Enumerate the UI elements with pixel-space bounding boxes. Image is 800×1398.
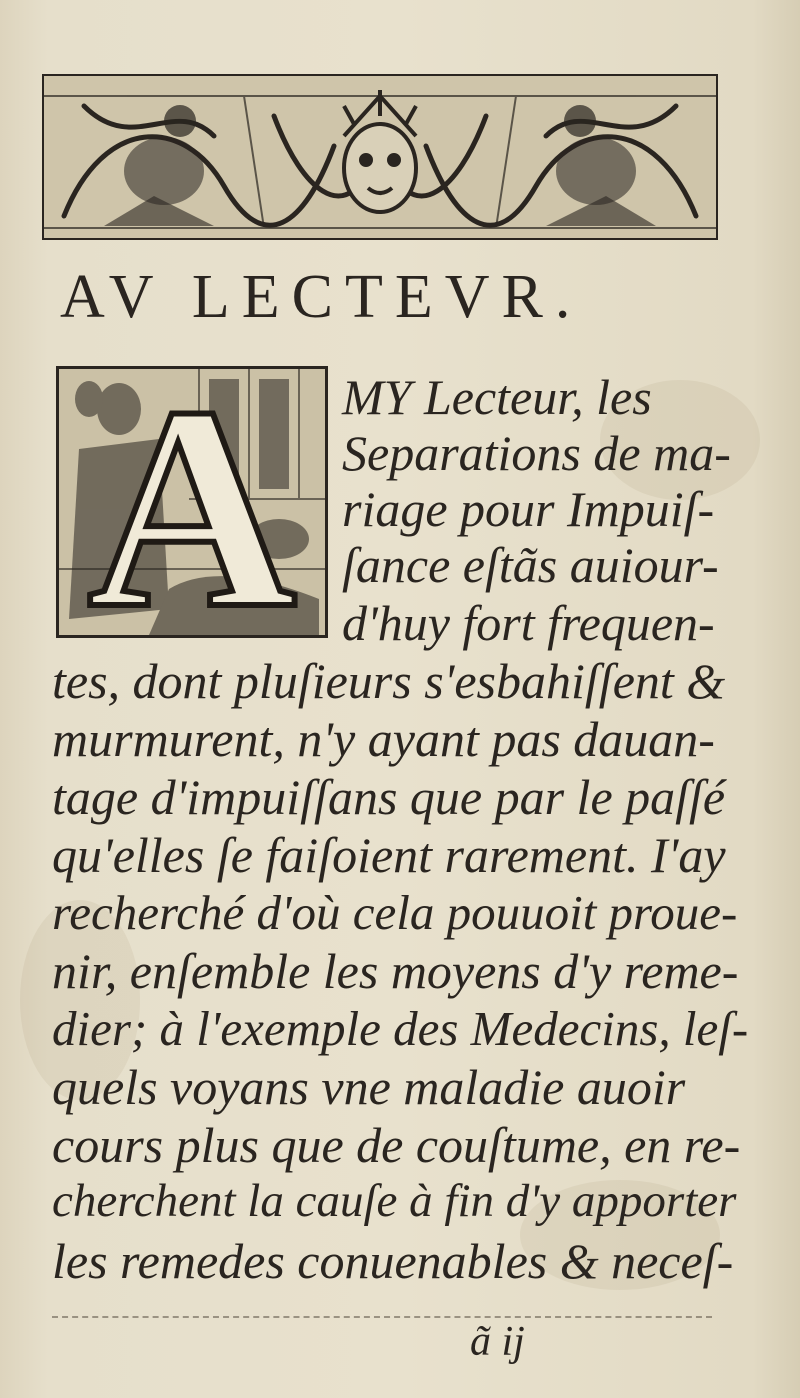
text-line: dier; à l'exemple des Medecins, leſ-: [52, 1001, 749, 1056]
page-heading: AV LECTEVR.: [60, 263, 583, 331]
text-line: tage d'impuiſſans que par le paſſé: [52, 769, 726, 825]
text-line: cherchent la cauſe à fin d'y apporter: [52, 1175, 737, 1227]
decorative-headpiece: [42, 74, 718, 240]
signature-mark: ã ij: [470, 1319, 525, 1365]
text-line: tes, dont pluſieurs s'esbahiſſent &: [52, 653, 726, 709]
text-line: murmurent, n'y ayant pas dauan-: [52, 711, 715, 767]
text-line: recherché d'où cela pouuoit proue-: [52, 885, 738, 940]
text-line: nir, enſemble les moyens d'y reme-: [52, 943, 739, 999]
text-line: ſance eſtãs auiour-: [342, 537, 719, 593]
text-line: MY Lecteur, les: [342, 369, 652, 425]
woodcut-ornament: [44, 76, 716, 238]
text-line: d'huy fort frequen-: [342, 595, 715, 651]
initial-letter: A: [87, 366, 297, 638]
text-line: qu'elles ſe faiſoient rarement. I'ay: [52, 827, 726, 883]
decorated-initial: [56, 366, 328, 638]
text-line: les remedes conuenables & neceſ-: [52, 1233, 734, 1289]
text-line: Separations de ma-: [342, 425, 731, 481]
catchline-rule: [52, 1316, 712, 1318]
text-line: riage pour Impuiſ-: [342, 481, 715, 537]
text-line: quels voyans vne maladie auoir: [52, 1059, 686, 1115]
text-line: cours plus que de couſtume, en re-: [52, 1117, 741, 1173]
